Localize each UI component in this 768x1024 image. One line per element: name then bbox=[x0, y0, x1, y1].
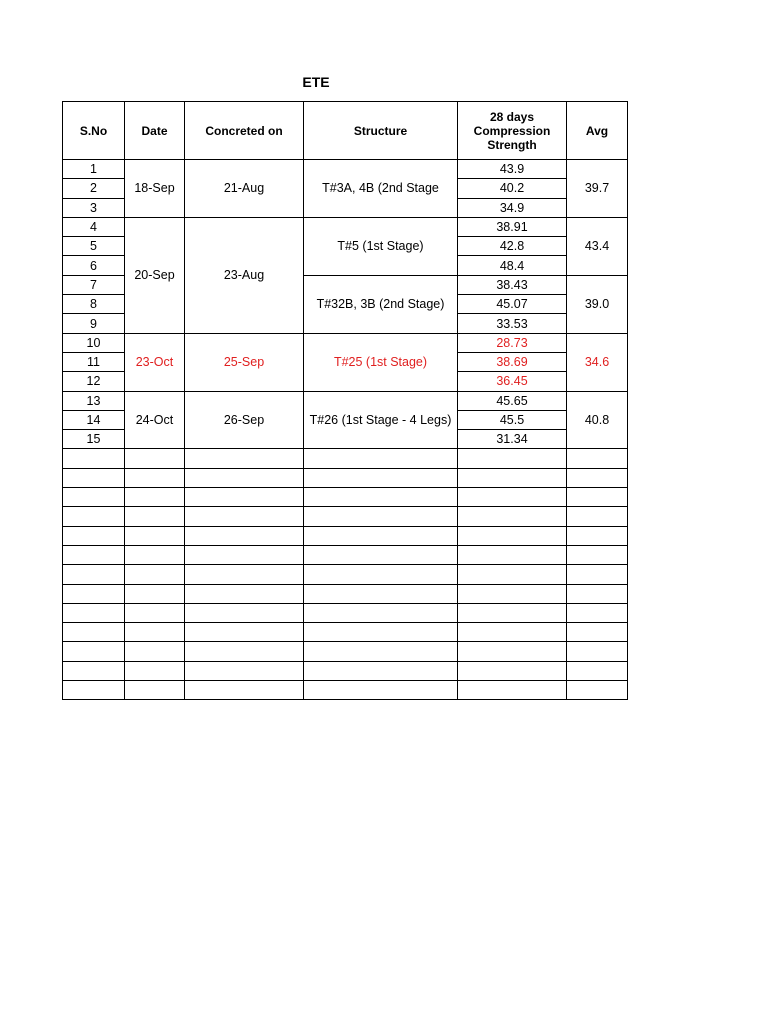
sno-cell: 6 bbox=[63, 256, 125, 275]
table-row bbox=[63, 217, 628, 236]
empty-cell bbox=[567, 565, 628, 584]
empty-cell bbox=[63, 488, 125, 507]
sno-cell: 10 bbox=[63, 333, 125, 352]
empty-cell bbox=[567, 468, 628, 487]
empty-cell bbox=[63, 603, 125, 622]
concreted-on-cell: 26-Sep bbox=[185, 391, 304, 449]
empty-row bbox=[63, 584, 628, 603]
empty-cell bbox=[63, 584, 125, 603]
empty-cell bbox=[304, 507, 458, 526]
empty-cell bbox=[125, 545, 185, 564]
empty-cell bbox=[125, 449, 185, 468]
empty-cell bbox=[567, 507, 628, 526]
empty-cell bbox=[304, 449, 458, 468]
sheet-title: ETE bbox=[302, 74, 330, 90]
empty-cell bbox=[304, 681, 458, 700]
empty-row bbox=[63, 545, 628, 564]
structure-cell: T#3A, 4B (2nd Stage bbox=[304, 160, 458, 218]
empty-cell bbox=[63, 565, 125, 584]
header-concreted-on: Concreted on bbox=[185, 102, 304, 160]
empty-cell bbox=[63, 642, 125, 661]
strength-cell: 28.73 bbox=[458, 333, 567, 352]
empty-cell bbox=[567, 661, 628, 680]
strength-cell: 45.07 bbox=[458, 295, 567, 314]
concreted-on-cell: 23-Aug bbox=[185, 217, 304, 333]
empty-cell bbox=[125, 603, 185, 622]
empty-cell bbox=[185, 603, 304, 622]
empty-cell bbox=[63, 661, 125, 680]
avg-cell: 39.7 bbox=[567, 160, 628, 218]
empty-cell bbox=[304, 468, 458, 487]
table-row bbox=[63, 391, 628, 410]
empty-cell bbox=[458, 584, 567, 603]
empty-cell bbox=[125, 468, 185, 487]
empty-cell bbox=[185, 449, 304, 468]
empty-cell bbox=[125, 507, 185, 526]
date-cell: 23-Oct bbox=[125, 333, 185, 391]
sno-cell: 8 bbox=[63, 295, 125, 314]
strength-cell: 42.8 bbox=[458, 237, 567, 256]
avg-cell: 43.4 bbox=[567, 217, 628, 275]
strength-cell: 40.2 bbox=[458, 179, 567, 198]
empty-cell bbox=[304, 642, 458, 661]
empty-cell bbox=[185, 681, 304, 700]
empty-cell bbox=[185, 488, 304, 507]
empty-cell bbox=[63, 623, 125, 642]
empty-cell bbox=[185, 565, 304, 584]
empty-row bbox=[63, 642, 628, 661]
header-avg: Avg bbox=[567, 102, 628, 160]
strength-cell: 43.9 bbox=[458, 160, 567, 179]
empty-cell bbox=[125, 642, 185, 661]
empty-cell bbox=[567, 681, 628, 700]
empty-row bbox=[63, 507, 628, 526]
empty-cell bbox=[567, 488, 628, 507]
sno-cell: 11 bbox=[63, 352, 125, 371]
strength-cell: 45.5 bbox=[458, 410, 567, 429]
empty-cell bbox=[458, 681, 567, 700]
empty-cell bbox=[125, 565, 185, 584]
structure-cell: T#5 (1st Stage) bbox=[304, 217, 458, 275]
empty-cell bbox=[185, 661, 304, 680]
empty-cell bbox=[458, 603, 567, 622]
empty-cell bbox=[567, 449, 628, 468]
header-structure: Structure bbox=[304, 102, 458, 160]
compression-strength-table bbox=[62, 101, 628, 700]
sno-cell: 13 bbox=[63, 391, 125, 410]
sno-cell: 7 bbox=[63, 275, 125, 294]
date-cell: 24-Oct bbox=[125, 391, 185, 449]
empty-cell bbox=[458, 488, 567, 507]
concreted-on-cell: 25-Sep bbox=[185, 333, 304, 391]
empty-cell bbox=[185, 642, 304, 661]
strength-cell: 31.34 bbox=[458, 430, 567, 449]
empty-row bbox=[63, 449, 628, 468]
strength-cell: 38.69 bbox=[458, 352, 567, 371]
empty-row bbox=[63, 623, 628, 642]
empty-cell bbox=[63, 507, 125, 526]
empty-cell bbox=[63, 449, 125, 468]
strength-cell: 33.53 bbox=[458, 314, 567, 333]
empty-cell bbox=[63, 545, 125, 564]
header-strength: 28 days Compression Strength bbox=[458, 102, 567, 160]
empty-cell bbox=[567, 526, 628, 545]
empty-cell bbox=[125, 623, 185, 642]
sno-cell: 2 bbox=[63, 179, 125, 198]
header-sno: S.No bbox=[63, 102, 125, 160]
empty-row bbox=[63, 565, 628, 584]
strength-cell: 36.45 bbox=[458, 372, 567, 391]
sno-cell: 5 bbox=[63, 237, 125, 256]
empty-cell bbox=[304, 603, 458, 622]
avg-cell: 39.0 bbox=[567, 275, 628, 333]
sno-cell: 3 bbox=[63, 198, 125, 217]
empty-cell bbox=[567, 642, 628, 661]
empty-cell bbox=[185, 584, 304, 603]
sno-cell: 15 bbox=[63, 430, 125, 449]
empty-cell bbox=[125, 681, 185, 700]
empty-cell bbox=[458, 449, 567, 468]
empty-cell bbox=[304, 526, 458, 545]
empty-cell bbox=[458, 507, 567, 526]
structure-cell: T#32B, 3B (2nd Stage) bbox=[304, 275, 458, 333]
empty-cell bbox=[458, 623, 567, 642]
sno-cell: 9 bbox=[63, 314, 125, 333]
avg-cell: 34.6 bbox=[567, 333, 628, 391]
empty-cell bbox=[458, 545, 567, 564]
empty-cell bbox=[458, 565, 567, 584]
strength-cell: 45.65 bbox=[458, 391, 567, 410]
empty-row bbox=[63, 603, 628, 622]
empty-cell bbox=[125, 488, 185, 507]
strength-cell: 48.4 bbox=[458, 256, 567, 275]
empty-cell bbox=[458, 661, 567, 680]
empty-cell bbox=[458, 642, 567, 661]
empty-cell bbox=[567, 623, 628, 642]
table-row bbox=[63, 160, 628, 179]
avg-cell: 40.8 bbox=[567, 391, 628, 449]
empty-row bbox=[63, 468, 628, 487]
empty-cell bbox=[125, 526, 185, 545]
strength-cell: 38.91 bbox=[458, 217, 567, 236]
empty-cell bbox=[304, 584, 458, 603]
sno-cell: 4 bbox=[63, 217, 125, 236]
empty-row bbox=[63, 488, 628, 507]
empty-cell bbox=[63, 468, 125, 487]
structure-cell: T#25 (1st Stage) bbox=[304, 333, 458, 391]
empty-cell bbox=[185, 623, 304, 642]
empty-cell bbox=[304, 488, 458, 507]
empty-cell bbox=[304, 545, 458, 564]
empty-cell bbox=[567, 603, 628, 622]
empty-cell bbox=[185, 507, 304, 526]
header-row bbox=[63, 102, 628, 160]
sno-cell: 12 bbox=[63, 372, 125, 391]
empty-cell bbox=[185, 526, 304, 545]
empty-cell bbox=[185, 545, 304, 564]
empty-cell bbox=[304, 661, 458, 680]
empty-cell bbox=[63, 526, 125, 545]
concreted-on-cell: 21-Aug bbox=[185, 160, 304, 218]
strength-cell: 38.43 bbox=[458, 275, 567, 294]
strength-cell: 34.9 bbox=[458, 198, 567, 217]
empty-cell bbox=[63, 681, 125, 700]
table-row bbox=[63, 333, 628, 352]
empty-row bbox=[63, 661, 628, 680]
date-cell: 20-Sep bbox=[125, 217, 185, 333]
header-date: Date bbox=[125, 102, 185, 160]
sno-cell: 14 bbox=[63, 410, 125, 429]
sno-cell: 1 bbox=[63, 160, 125, 179]
empty-cell bbox=[567, 584, 628, 603]
empty-row bbox=[63, 681, 628, 700]
empty-cell bbox=[185, 468, 304, 487]
empty-cell bbox=[125, 584, 185, 603]
empty-cell bbox=[304, 565, 458, 584]
empty-cell bbox=[567, 545, 628, 564]
empty-cell bbox=[304, 623, 458, 642]
empty-cell bbox=[458, 468, 567, 487]
empty-cell bbox=[458, 526, 567, 545]
structure-cell: T#26 (1st Stage - 4 Legs) bbox=[304, 391, 458, 449]
empty-row bbox=[63, 526, 628, 545]
empty-cell bbox=[125, 661, 185, 680]
date-cell: 18-Sep bbox=[125, 160, 185, 218]
